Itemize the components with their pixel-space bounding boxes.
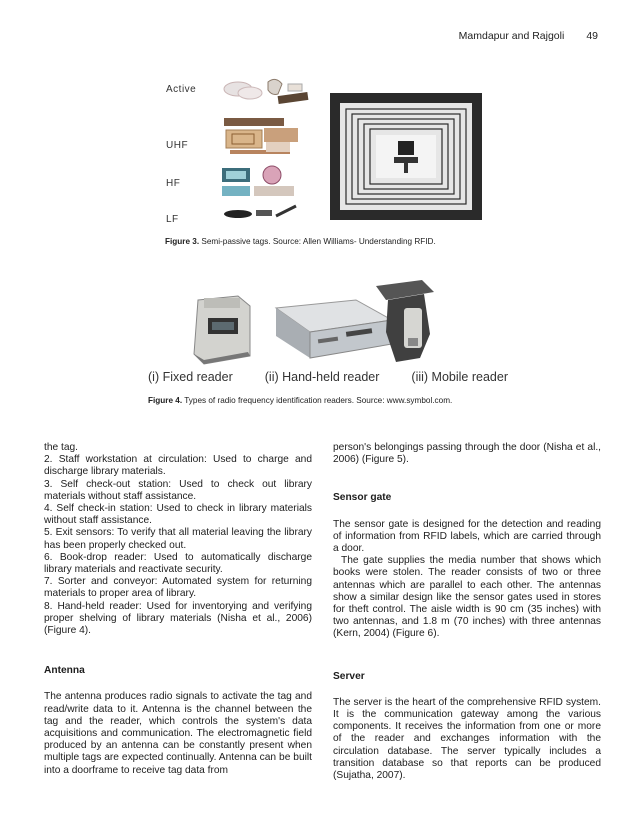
list-item: 4. Self check-in station: Used to check in library materials without staff assistance. — [44, 503, 312, 527]
tag-label-lf: LF — [166, 214, 179, 225]
page-number: 49 — [586, 30, 598, 42]
running-head-authors: Mamdapur and Rajgoli — [458, 30, 565, 42]
semi-passive-tag-image — [330, 93, 482, 220]
sensor-gate-heading: Sensor gate — [333, 492, 392, 504]
tag-samples-illustration — [160, 76, 312, 236]
tag-label-hf: HF — [166, 178, 181, 189]
left-column — [44, 442, 312, 777]
reader-label-mobile: (iii) Mobile reader — [411, 370, 508, 384]
antenna-paragraph: The antenna produces radio signals to activate the tag and read/write data to it. Antenna is the channel between the tag and the reader, which controls the system's data acquisitions and communication. The electromagnetic field produced by an antenna can be constantly present when multiple tags are expected continually. Antenna can be built into a doorframe to receive tag data from — [44, 691, 312, 776]
list-item: 6. Book-drop reader: Used to automatically discharge library materials and reactivate security. — [44, 551, 312, 576]
figure4-caption — [148, 396, 452, 405]
reader-label-fixed: (i) Fixed reader — [148, 370, 233, 384]
list-item: 7. Sorter and conveyor: Automated system for returning materials to proper area of library. — [44, 576, 312, 600]
figure3-caption — [165, 237, 436, 246]
list-item: 5. Exit sensors: To verify that all material leaving the library has been properly checked out. — [44, 527, 312, 551]
figure4-reader-labels — [148, 370, 508, 384]
fixed-reader-photo — [194, 296, 250, 364]
figure4-caption-text: Types of radio frequency identification readers. Source: www.symbol.com. — [182, 396, 453, 405]
server-paragraph: The server is the heart of the comprehensive RFID system. It is the communication gateway among the various components. It receives the information from one or more of the reader and exchanges information with the circulation database. The server typically includes a transition database so that reports can be produced (Sujatha, 2007). — [333, 696, 601, 782]
list-item: 2. Staff workstation at circulation: Used to charge and discharge library materials. — [44, 454, 312, 478]
reader-types-image — [146, 278, 500, 374]
figure3-caption-label: Figure 3. — [165, 237, 200, 246]
antenna-heading: Antenna — [44, 665, 85, 677]
figure4-caption-label: Figure 4. — [148, 396, 183, 405]
list-item: 8. Hand-held reader: Used for inventorying and verifying proper shelving of library materials (Nisha et al., 2006) (Figure 4). — [44, 600, 312, 637]
hand-held-reader-photo — [276, 300, 392, 358]
tag-label-active: Active — [166, 84, 197, 95]
tag-label-uhf: UHF — [166, 140, 189, 151]
running-head — [459, 30, 598, 42]
sensor-gate-paragraph-2: The gate supplies the media number that shows which books were stolen. The reader consists of two or three antennas which are parallel to each other. The antennas show a similar design like the sensor gates used in stores for theft control. The aisle width is 90 cm (35 inches) with two antennas, and 1.8 m (70 inches) with three antennas (Kern, 2004) (Figure 6). — [333, 555, 601, 640]
list-item: 3. Self check-out station: Used to check out library materials without staff assistance. — [44, 478, 312, 502]
server-heading: Server — [333, 670, 365, 682]
figure3-tag-photo — [160, 76, 312, 236]
figure3-caption-text: Semi-passive tags. Source: Allen Williams- Understanding RFID. — [199, 237, 436, 246]
sensor-gate-paragraph-1: The sensor gate is designed for the detection and reading of information from RFID labels, which are carried through a door. — [333, 518, 601, 555]
continuation-paragraph: person's belongings passing through the door (Nisha et al., 2006) (Figure 5). — [333, 442, 601, 466]
right-column — [333, 442, 601, 782]
reader-label-hand-held: (ii) Hand-held reader — [264, 370, 380, 384]
list-item: the tag. — [44, 442, 78, 453]
